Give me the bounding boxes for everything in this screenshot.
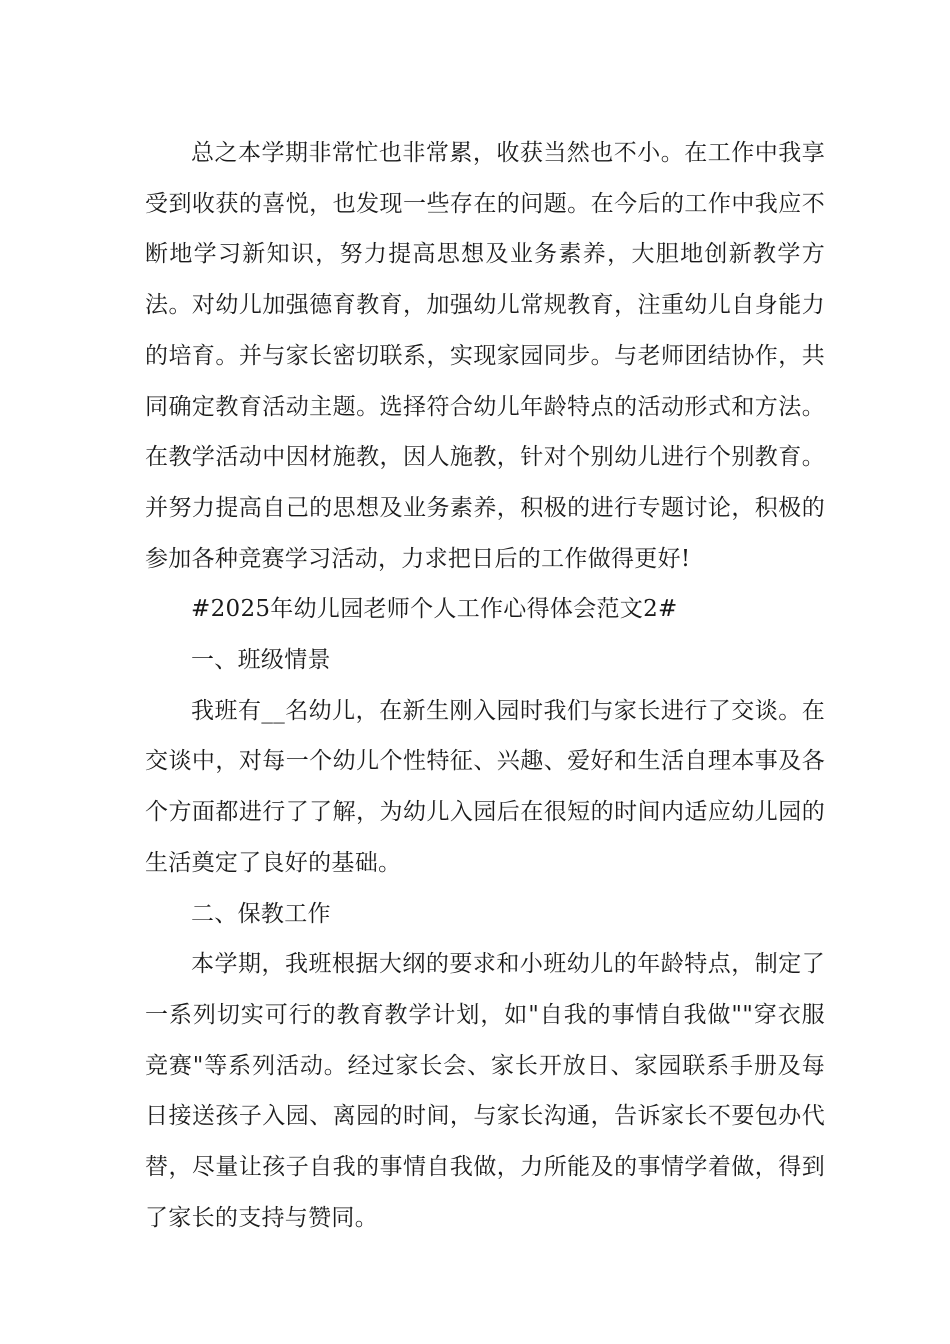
document-body bbox=[145, 128, 825, 1243]
paragraph-teaching-work: 本学期，我班根据大纲的要求和小班幼儿的年龄特点，制定了一系列切实可行的教育教学计划，如"自我的事情自我做""穿衣服竞赛"等系列活动。经过家长会、家长开放日、家园联系手册及每日接送孩子入园、离园的时间，与家长沟通，告诉家长不要包办代替，尽量让孩子自我的事情自我做，力所能及的事情学着做，得到了家长的支持与赞同。 bbox=[145, 951, 825, 1231]
heading-teaching-work: 二、保教工作 bbox=[191, 900, 331, 927]
paragraph-class-situation: 我班有__名幼儿，在新生刚入园时我们与家长进行了交谈。在交谈中，对每一个幼儿个性特征、兴趣、爱好和生活自理本事及各个方面都进行了了解，为幼儿入园后在很短的时间内适应幼儿园的生活奠定了良好的基础。 bbox=[145, 697, 825, 876]
section-title: #2025年幼儿园老师个人工作心得体会范文2# bbox=[191, 596, 678, 623]
heading-class-situation: 一、班级情景 bbox=[191, 647, 331, 674]
paragraph-summary: 总之本学期非常忙也非常累，收获当然也不小。在工作中我享受到收获的喜悦，也发现一些存在的问题。在今后的工作中我应不断地学习新知识，努力提高思想及业务素养，大胆地创新教学方法。对幼儿加强德育教育，加强幼儿常规教育，注重幼儿自身能力的培育。并与家长密切联系，实现家园同步。与老师团结协作，共同确定教育活动主题。选择符合幼儿年龄特点的活动形式和方法。在教学活动中因材施教，因人施教，针对个别幼儿进行个别教育。并努力提高自己的思想及业务素养，积极的进行专题讨论，积极的参加各种竞赛学习活动，力求把日后的工作做得更好! bbox=[145, 140, 825, 572]
